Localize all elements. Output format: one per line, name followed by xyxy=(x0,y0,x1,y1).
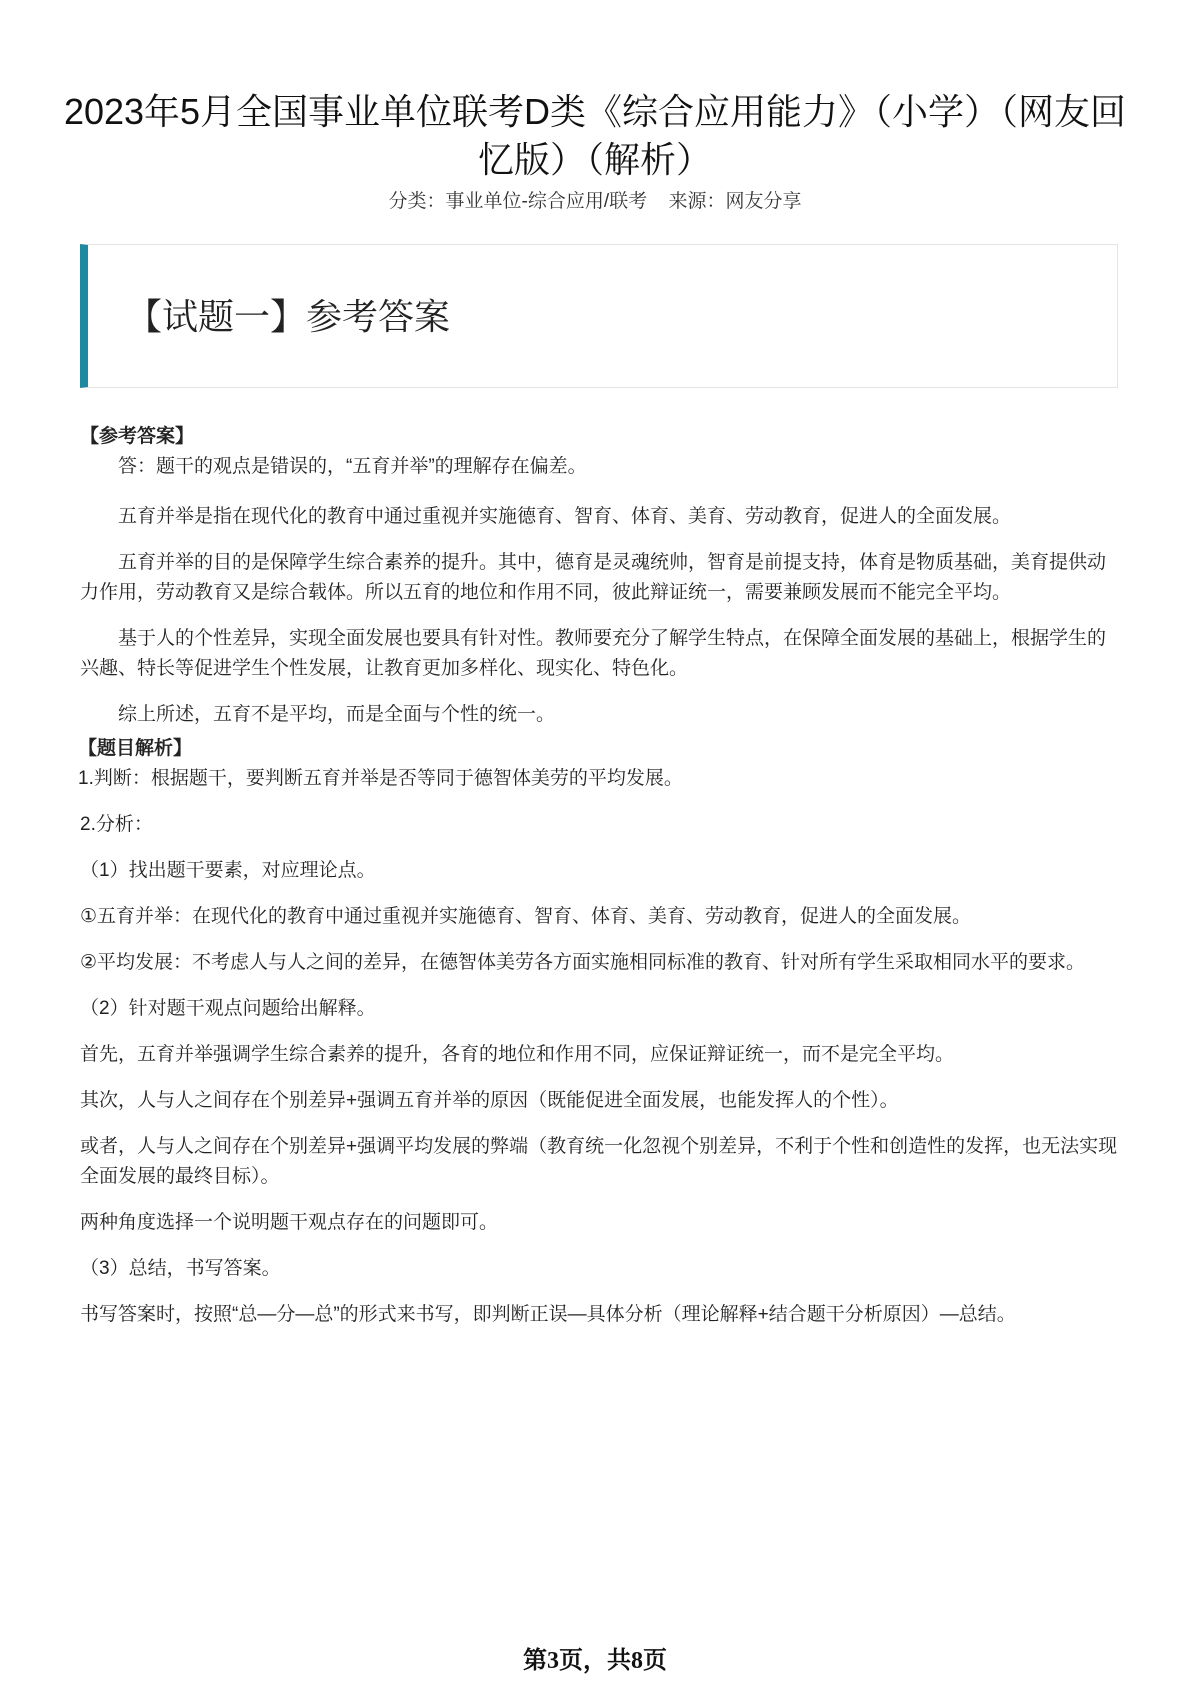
section-heading-box xyxy=(80,244,1118,388)
analysis-paragraph: （3）总结，书写答案。 xyxy=(80,1258,281,1279)
answer-paragraph: 综上所述，五育不是平均，而是全面与个性的统一。 xyxy=(118,704,556,725)
analysis-paragraph: 1.判断：根据题干，要判断五育并举是否等同于德智体美劳的平均发展。 xyxy=(78,768,683,789)
analysis-paragraph: 两种角度选择一个说明题干观点存在的问题即可。 xyxy=(80,1212,499,1233)
article-meta xyxy=(60,186,1130,213)
answer-paragraph: 五育并举的目的是保障学生综合素养的提升。其中，德育是灵魂统帅，智育是前提支持，体育是物质基础，美育提供动力作用，劳动教育又是综合载体。所以五育的地位和作用不同，彼此辩证统一，需要兼顾发展而不能完全平均。 xyxy=(80,552,1107,603)
answer-paragraph: 基于人的个性差异，实现全面发展也要具有针对性。教师要充分了解学生特点，在保障全面发展的基础上，根据学生的兴趣、特长等促进学生个性发展，让教育更加多样化、现实化、特色化。 xyxy=(80,628,1107,679)
analysis-paragraph: 书写答案时，按照“总—分—总”的形式来书写，即判断正误—具体分析（理论解释+结合题干分析原因）—总结。 xyxy=(80,1304,1016,1325)
analysis-paragraph: （2）针对题干观点问题给出解释。 xyxy=(80,998,376,1019)
analysis-paragraph: ②平均发展：不考虑人与人之间的差异，在德智体美劳各方面实施相同标准的教育、针对所有学生采取相同水平的要求。 xyxy=(80,952,1086,973)
page-title: 2023年5月全国事业单位联考D类《综合应用能力》（小学）（网友回忆版）（解析） xyxy=(63,91,1127,180)
page-number: 第3页，共8页 xyxy=(523,1648,667,1674)
analysis-paragraph: （1）找出题干要素，对应理论点。 xyxy=(80,860,376,881)
analysis-paragraph: 其次，人与人之间存在个别差异+强调五育并举的原因（既能促进全面发展，也能发挥人的个性）。 xyxy=(80,1090,899,1111)
analysis-paragraph: 2.分析： xyxy=(80,814,153,835)
source-label: 来源：网友分享 xyxy=(668,191,802,212)
category-label: 分类：事业单位-综合应用/联考 xyxy=(388,191,648,212)
answer-paragraph: 五育并举是指在现代化的教育中通过重视并实施德育、智育、体育、美育、劳动教育，促进人的全面发展。 xyxy=(118,506,1012,527)
article-body xyxy=(80,422,1120,1346)
section-heading: 【试题一】参考答案 xyxy=(126,296,451,337)
analysis-paragraph: 首先，五育并举强调学生综合素养的提升，各育的地位和作用不同，应保证辩证统一，而不是完全平均。 xyxy=(80,1044,955,1065)
answer-paragraph: 答：题干的观点是错误的，“五育并举”的理解存在偏差。 xyxy=(118,456,587,477)
analysis-paragraph: 或者，人与人之间存在个别差异+强调平均发展的弊端（教育统一化忽视个别差异，不利于个性和创造性的发挥，也无法实现全面发展的最终目标）。 xyxy=(80,1136,1118,1187)
answer-label: 【参考答案】 xyxy=(80,426,195,447)
analysis-paragraph: ①五育并举：在现代化的教育中通过重视并实施德育、智育、体育、美育、劳动教育，促进人的全面发展。 xyxy=(80,906,972,927)
analysis-label: 【题目解析】 xyxy=(78,738,193,759)
